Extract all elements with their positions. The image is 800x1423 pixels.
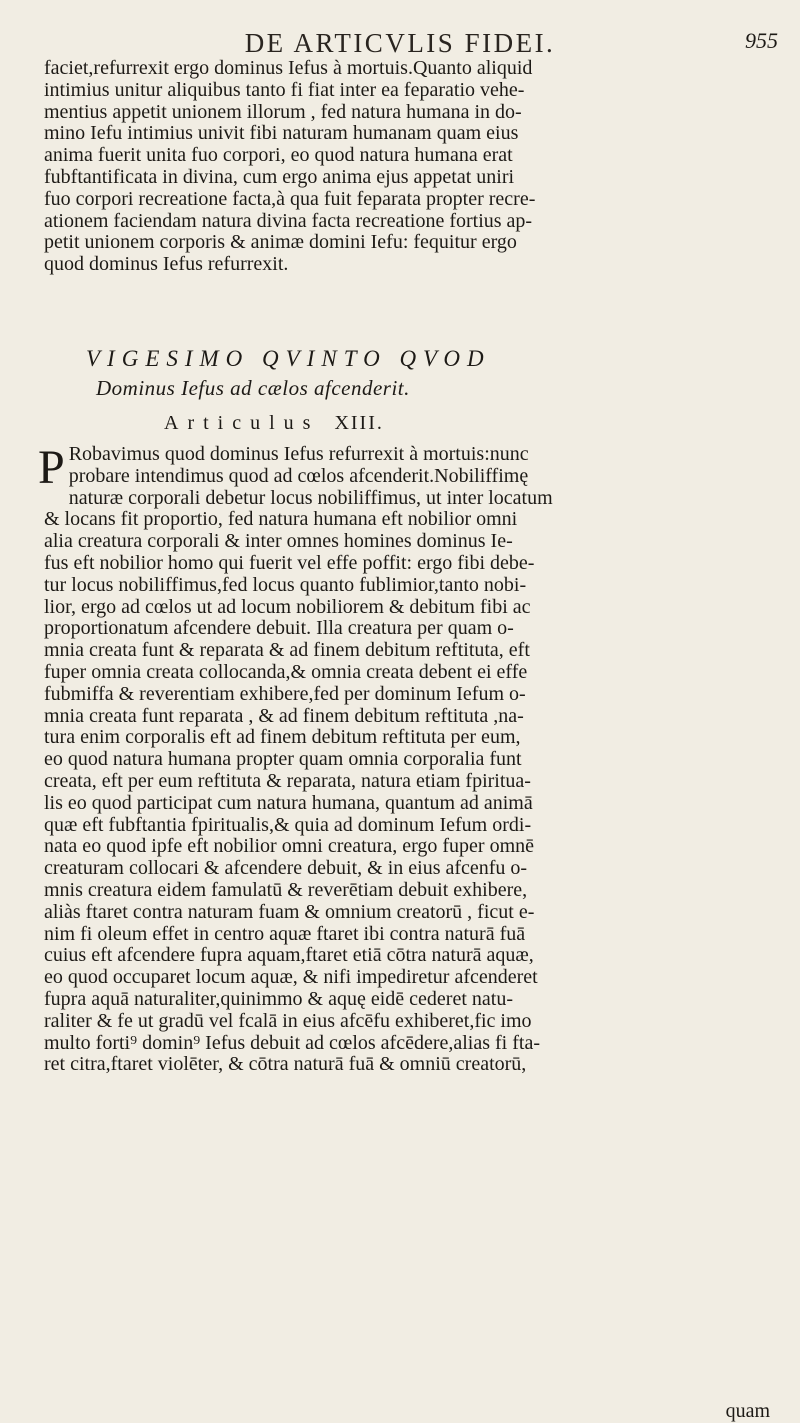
text-line: nata eo quod ipfe eft nobilior omni creatura, ergo fuper omnē bbox=[44, 835, 535, 858]
text-line: nim fi oleum effet in centro aquæ ftaret ibi contra naturā fuā bbox=[44, 922, 526, 945]
chapter-heading-title: VIGESIMO QVINTO QVOD bbox=[86, 346, 491, 371]
text-line: & locans fit proportio, fed natura humana eft nobilior omni bbox=[44, 508, 518, 531]
text-line: tura enim corporalis eft ad finem debitum reftituta per eum, bbox=[44, 726, 521, 749]
text-line: fus eft nobilior homo qui fuerit vel effe poffit: ergo fibi debe- bbox=[44, 551, 535, 574]
text-line: lis eo quod participat cum natura humana, quantum ad animā bbox=[44, 791, 533, 814]
article-label-text: Articulus bbox=[164, 412, 320, 434]
text-line: creaturam collocari & afcendere debuit, & in eius afcenfu o- bbox=[44, 857, 528, 880]
text-line: eo quod occuparet locum aquæ, & nifi impediretur afcenderet bbox=[44, 966, 538, 989]
text-line: faciet,refurrexit ergo dominus Iefus à mortuis.Quanto aliquid bbox=[44, 57, 533, 79]
drop-cap: P bbox=[38, 441, 65, 494]
text-line: intimius unitur aliquibus tanto fi fiat inter ea feparatio vehe- bbox=[44, 78, 525, 101]
article-label bbox=[44, 412, 766, 435]
text-line: fubmiffa & reverentiam exhibere,fed per dominum Iefum o- bbox=[44, 682, 526, 705]
paragraph-1 bbox=[44, 58, 766, 276]
text-line: cuius eft afcendere fupra aquam,ftaret etiā cōtra naturā aquæ, bbox=[44, 944, 534, 967]
text-line: aliàs ftaret contra naturam fuam & omnium creatorū , ficut e- bbox=[44, 900, 535, 923]
catchword: quam bbox=[725, 1400, 770, 1422]
text-line: multo forti⁹ domin⁹ Iefus debuit ad cœlos afcēdere,alias fi fta- bbox=[44, 1031, 540, 1054]
text-line: fubftantificata in divina, cum ergo anima ejus appetat uniri bbox=[44, 165, 515, 188]
page-number: 955 bbox=[745, 28, 778, 53]
text-line: quod dominus Iefus refurrexit. bbox=[44, 253, 289, 276]
text-line: quæ eft fubftantia fpiritualis,& quia ad dominum Iefum ordi- bbox=[44, 813, 532, 836]
text-line: raliter & fe ut gradū vel fcalā in eius afcēfu exhiberet,fic imo bbox=[44, 1009, 532, 1032]
text-line: mnis creatura eidem famulatū & reverētiam debuit exhibere, bbox=[44, 878, 528, 901]
text-line: fupra aquā naturaliter,quinimmo & aquę eidē cederet natu- bbox=[44, 987, 513, 1010]
paragraph-2 bbox=[38, 441, 766, 1076]
text-line: proportionatum afcendere debuit. Illa creatura per quam o- bbox=[44, 617, 514, 640]
text-line: ationem faciendam natura divina facta recreatione fortius ap- bbox=[44, 209, 533, 232]
text-line: Robavimus quod dominus Iefus refurrexit à mortuis:nunc bbox=[68, 443, 529, 465]
text-line: alia creatura corporali & inter omnes homines dominus Ie- bbox=[44, 530, 513, 553]
text-line: eo quod natura humana propter quam omnia corporalia funt bbox=[44, 748, 522, 771]
article-number: XIII. bbox=[334, 412, 384, 434]
chapter-heading-subtitle: Dominus Iefus ad cælos afcenderit. bbox=[96, 376, 410, 400]
text-line: naturæ corporali debetur locus nobiliffimus, ut inter locatum bbox=[68, 486, 553, 509]
text-line: mnia creata funt & reparata & ad finem debitum reftituta, eft bbox=[44, 639, 530, 662]
running-title: DE ARTICVLIS FIDEI. bbox=[244, 28, 556, 58]
text-line: fuo corpori recreatione facta,à qua fuit feparata propter recre- bbox=[44, 187, 536, 210]
text-line: mnia creata funt reparata , & ad finem debitum reftituta ,na- bbox=[44, 704, 524, 727]
running-head bbox=[0, 22, 800, 58]
text-line: fuper omnia creata collocanda,& omnia creata debent ei effe bbox=[44, 660, 528, 683]
text-line: lior, ergo ad cœlos ut ad locum nobiliorem & debitum fibi ac bbox=[44, 595, 531, 618]
text-line: anima fuerit unita fuo corpori, eo quod natura humana erat bbox=[44, 144, 513, 167]
text-line: tur locus nobiliffimus,fed locus quanto fublimior,tanto nobi- bbox=[44, 573, 527, 596]
chapter-heading bbox=[44, 346, 766, 401]
text-line: mentius appetit unionem illorum , fed natura humana in do- bbox=[44, 100, 522, 123]
text-line: ret citra,ftaret violēter, & cōtra naturā fuā & omniū creatorū, bbox=[44, 1053, 527, 1076]
text-line: mino Iefu intimius univit fibi naturam humanam quam eius bbox=[44, 122, 519, 145]
text-line: probare intendimus quod ad cœlos afcenderit.Nobiliffimę bbox=[68, 464, 529, 487]
text-line: creata, eft per eum reftituta & reparata, natura etiam fpiritua- bbox=[44, 769, 531, 792]
text-line: petit unionem corporis & animæ domini Iefu: fequitur ergo bbox=[44, 231, 517, 254]
